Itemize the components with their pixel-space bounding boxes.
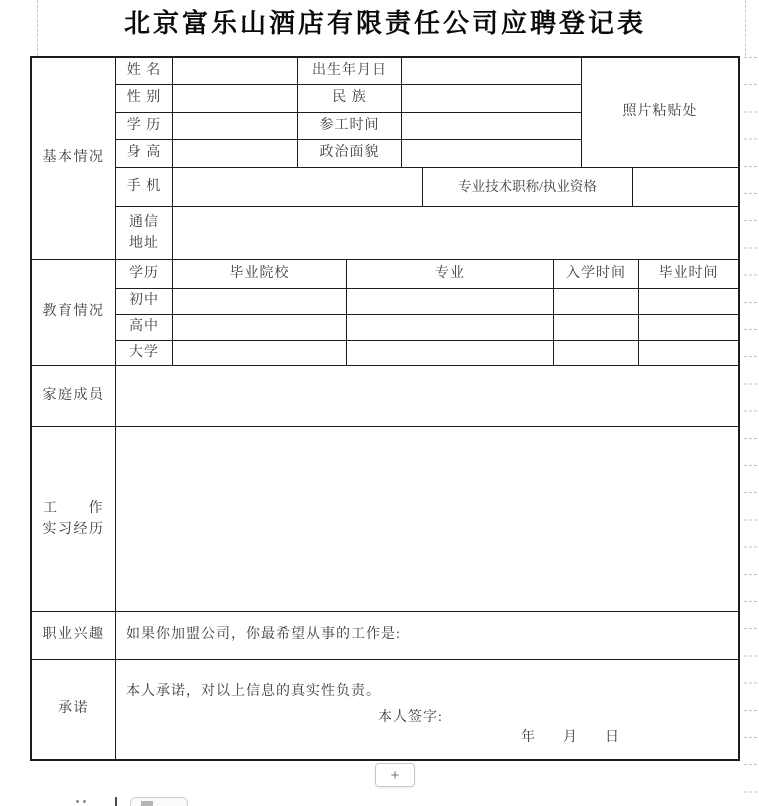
height-label: 身 高	[116, 140, 173, 168]
section-career-interest: 职业兴趣	[32, 612, 116, 660]
edu-univ-enroll-cell[interactable]	[554, 341, 639, 366]
edu-junior-school-cell[interactable]	[173, 289, 347, 315]
mobile-label: 手 机	[116, 168, 173, 207]
edu-univ-school-cell[interactable]	[173, 341, 347, 366]
edu-col-school: 毕业院校	[173, 260, 347, 289]
name-label: 姓 名	[116, 58, 173, 85]
prof-title-value-cell[interactable]	[633, 168, 738, 207]
right-margin-guide	[745, 0, 746, 56]
address-label-line2: 地址	[129, 236, 159, 251]
career-interest-prompt: 如果你加盟公司，你最希望从事的工作是:	[126, 627, 401, 643]
edu-row-senior-label: 高中	[116, 315, 173, 341]
edu-junior-graduate-cell[interactable]	[639, 289, 738, 315]
political-label: 政治面貌	[298, 140, 402, 168]
edu-col-degree: 学历	[116, 260, 173, 289]
edu-row-university-label: 大学	[116, 341, 173, 366]
family-content-cell[interactable]	[116, 366, 738, 427]
mobile-value-cell[interactable]	[173, 168, 423, 207]
promise-statement: 本人承诺，对以上信息的真实性负责。	[126, 684, 381, 699]
toolbar-divider	[115, 797, 117, 806]
edu-senior-graduate-cell[interactable]	[639, 315, 738, 341]
workstart-value-cell[interactable]	[402, 113, 582, 140]
partial-toolbar-button[interactable]	[130, 797, 188, 806]
edu-senior-major-cell[interactable]	[347, 315, 554, 341]
edu-univ-major-cell[interactable]	[347, 341, 554, 366]
edu-senior-school-cell[interactable]	[173, 315, 347, 341]
edu-univ-graduate-cell[interactable]	[639, 341, 738, 366]
form-title: 北京富乐山酒店有限责任公司应聘登记表	[123, 9, 646, 38]
edu-senior-enroll-cell[interactable]	[554, 315, 639, 341]
photo-paste-area[interactable]: 照片粘贴处	[582, 58, 738, 168]
edu-junior-major-cell[interactable]	[347, 289, 554, 315]
edu-col-major: 专业	[347, 260, 554, 289]
edu-col-enroll: 入学时间	[554, 260, 639, 289]
edu-junior-enroll-cell[interactable]	[554, 289, 639, 315]
ellipsis-dots-icon	[76, 800, 79, 803]
section-promise: 承诺	[32, 660, 116, 759]
edu-value-cell[interactable]	[173, 113, 298, 140]
height-value-cell[interactable]	[173, 140, 298, 168]
date-label: 年 月 日	[521, 730, 620, 745]
edu-col-graduate: 毕业时间	[639, 260, 738, 289]
ellipsis-dots-icon	[83, 800, 86, 803]
section-education: 教育情况	[32, 260, 116, 366]
address-label	[116, 207, 173, 260]
promise-content-cell[interactable]	[116, 660, 738, 759]
ethnic-label: 民 族	[298, 85, 402, 113]
work-label-line2: 实习经历	[42, 522, 105, 537]
birth-label: 出生年月日	[298, 58, 402, 85]
edu-label: 学 历	[116, 113, 173, 140]
add-page-button[interactable]: +	[375, 763, 415, 787]
section-basic-info: 基本情况	[32, 58, 116, 260]
signature-label: 本人签字:	[378, 710, 443, 725]
career-interest-content-cell[interactable]	[116, 612, 738, 660]
gender-value-cell[interactable]	[173, 85, 298, 113]
political-value-cell[interactable]	[402, 140, 582, 168]
ethnic-value-cell[interactable]	[402, 85, 582, 113]
partial-button-icon	[141, 801, 153, 806]
application-form-table	[30, 56, 740, 761]
section-family: 家庭成员	[32, 366, 116, 427]
prof-title-label: 专业技术职称/执业资格	[423, 168, 633, 207]
name-value-cell[interactable]	[173, 58, 298, 85]
row-guides	[744, 57, 758, 793]
section-work-experience	[32, 427, 116, 612]
address-value-cell[interactable]	[173, 207, 738, 260]
work-label-line1: 工 作	[43, 501, 104, 516]
gender-label: 性 别	[116, 85, 173, 113]
work-experience-content-cell[interactable]	[116, 427, 738, 612]
partial-toolbar	[0, 797, 250, 806]
workstart-label: 参工时间	[298, 113, 402, 140]
address-label-line1: 通信	[129, 215, 159, 230]
birth-value-cell[interactable]	[402, 58, 582, 85]
edu-row-junior-label: 初中	[116, 289, 173, 315]
